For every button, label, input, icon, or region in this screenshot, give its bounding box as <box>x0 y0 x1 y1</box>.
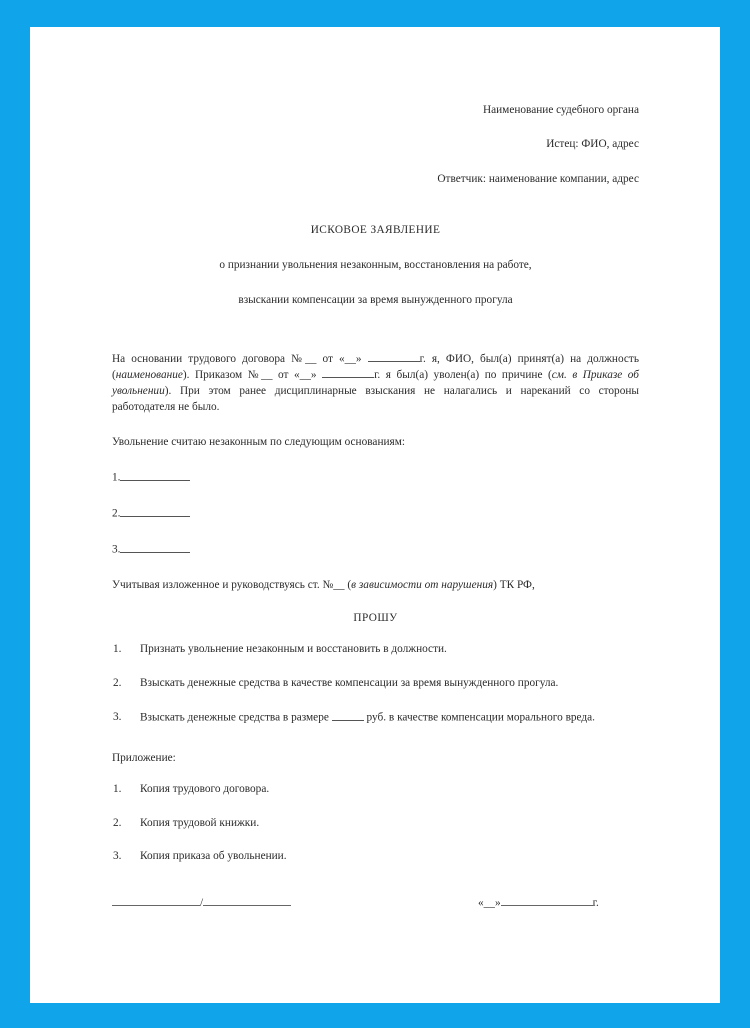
list-item <box>112 676 639 692</box>
moral-damages-amount-blank <box>332 710 364 721</box>
document-content <box>112 105 639 913</box>
request-heading: ПРОШУ <box>353 612 398 625</box>
demand-text: Взыскать денежные средства в качестве компенсации за время вынужденного прогула. <box>140 677 559 690</box>
appendix-list <box>112 782 639 865</box>
signature-field <box>112 895 291 909</box>
date-field <box>478 895 599 909</box>
list-item <box>112 816 639 832</box>
list-item <box>112 642 639 658</box>
contract-date-blank <box>368 351 420 362</box>
appendix-text: Копия приказа об увольнении. <box>140 850 287 863</box>
title-subtitle-line-1: о признании увольнения незаконным, восстановления на работе, <box>219 259 532 272</box>
page-title: ИСКОВОЕ ЗАЯВЛЕНИЕ <box>310 223 441 236</box>
appendix-text: Копия трудовой книжки. <box>140 816 260 829</box>
date-day-label: «__» <box>478 897 501 910</box>
demand-number: 1. <box>113 643 122 656</box>
appendix-number: 1. <box>113 782 122 795</box>
header-defendant: Ответчик: наименование компании, адрес <box>437 172 639 185</box>
document-page <box>30 27 720 1003</box>
list-item <box>112 710 639 726</box>
law-text-b: ) ТК РФ, <box>493 578 535 591</box>
appendix-label: Приложение: <box>112 751 176 764</box>
signature-separator: / <box>200 897 204 910</box>
intro-text-e: ). При этом ранее дисциплинарные взыскания не налагались и нареканий со стороны работодателя не было. <box>112 384 639 413</box>
title-block <box>112 225 639 307</box>
title-subtitle-line-2: взыскании компенсации за время вынужденного прогула <box>238 294 513 307</box>
list-item <box>112 782 639 798</box>
intro-text-c: ). Приказом №__ от «__» <box>182 368 323 381</box>
demand-number: 3. <box>113 711 122 724</box>
signature-row <box>112 895 639 913</box>
ground-number: 3. <box>112 543 121 556</box>
ground-blank-line <box>120 506 190 517</box>
ground-number: 2. <box>112 507 121 520</box>
intro-text-a: На основании трудового договора №__ от «__» <box>112 352 368 365</box>
appendix-number: 3. <box>113 850 122 863</box>
ground-item <box>112 542 639 556</box>
law-text-a: Учитывая изложенное и руководствуясь ст. №__ ( <box>112 578 352 591</box>
grounds-lead: Увольнение считаю незаконным по следующим основаниям: <box>112 435 406 448</box>
intro-text-d: г. я был(а) уволен(а) по причине ( <box>374 368 552 381</box>
date-blank-line <box>501 895 593 906</box>
appendix-text: Копия трудового договора. <box>140 782 270 795</box>
demand-text: Признать увольнение незаконным и восстановить в должности. <box>140 643 447 656</box>
signature-blank-left <box>112 895 200 906</box>
header-plaintiff: Истец: ФИО, адрес <box>546 138 639 151</box>
ground-item <box>112 470 639 484</box>
ground-number: 1. <box>112 471 121 484</box>
intro-italic-order-ref: см. в Приказе об увольнении <box>112 368 639 397</box>
date-suffix: г. <box>592 897 599 910</box>
law-italic: в зависимости от нарушения <box>351 578 494 591</box>
header-court: Наименование судебного органа <box>482 104 639 116</box>
demands-list <box>112 642 639 726</box>
ground-blank-line <box>120 470 190 481</box>
law-reference <box>112 580 639 591</box>
order-date-blank <box>322 367 374 378</box>
list-item <box>112 849 639 865</box>
intro-text-b: г. я, ФИО, был(а) принят(а) на должность ( <box>112 352 639 381</box>
intro-paragraph <box>112 351 639 415</box>
demand-text-b: руб. в качестве компенсации морального вреда. <box>363 711 596 724</box>
appendix-number: 2. <box>113 816 122 829</box>
ground-blank-line <box>120 542 190 553</box>
demand-number: 2. <box>113 677 122 690</box>
ground-item <box>112 506 639 520</box>
intro-italic-position: наименование <box>115 368 183 381</box>
demand-text-a: Взыскать денежные средства в размере <box>140 711 332 724</box>
signature-blank-right <box>203 895 291 906</box>
